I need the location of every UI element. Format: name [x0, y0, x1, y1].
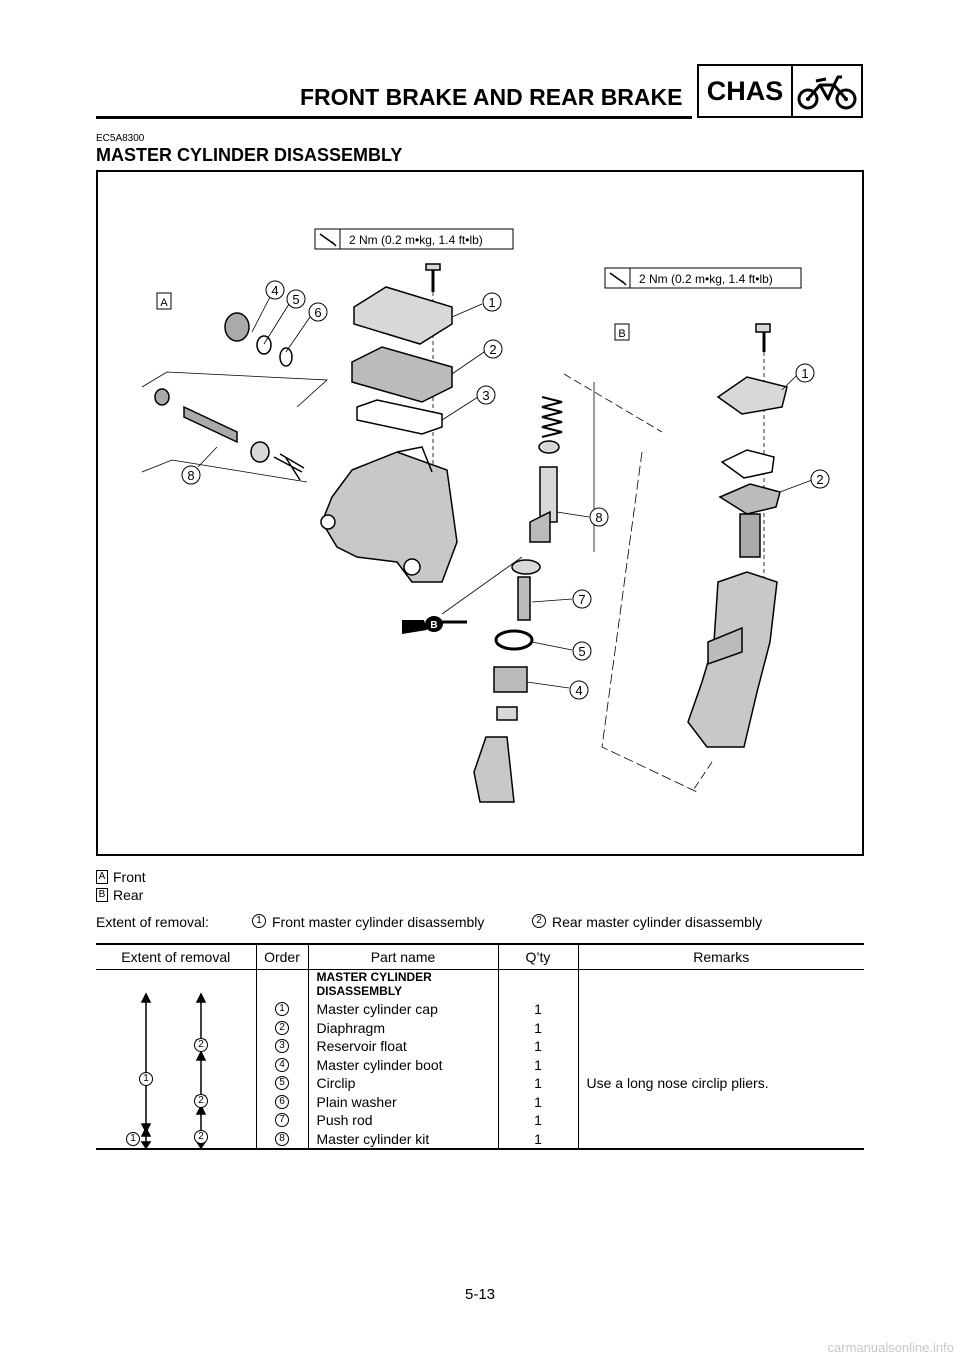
order-column: [256, 970, 308, 1150]
header-part-name: Part name: [308, 944, 498, 970]
header-rule: [96, 116, 692, 119]
remarks: [579, 1056, 865, 1075]
svg-text:7: 7: [578, 592, 586, 607]
svg-text:5: 5: [292, 292, 300, 307]
qty: 1: [534, 1093, 542, 1110]
legend-rear: [96, 887, 143, 903]
remarks: [579, 1130, 865, 1149]
part-name: Push rod: [316, 1112, 373, 1129]
svg-text:3: 3: [482, 388, 490, 403]
part-name: Reservoir float: [316, 1038, 407, 1055]
page-title: FRONT BRAKE AND REAR BRAKE: [300, 84, 683, 110]
qty: 1: [534, 1056, 542, 1073]
section-badge-label: CHAS: [699, 66, 793, 116]
svg-text:1: 1: [801, 366, 809, 381]
callout-7-rear: [573, 590, 591, 608]
extent-item-1-num: 1: [252, 914, 266, 928]
remarks-column: [578, 970, 864, 1150]
torque-label-rear: [605, 268, 801, 288]
svg-text:2 Nm (0.2 m•kg, 1.4 ft•lb): 2 Nm (0.2 m•kg, 1.4 ft•lb): [639, 272, 773, 286]
order-num: 8: [275, 1132, 289, 1146]
extent-item-1-text: Front master cylinder disassembly: [272, 914, 485, 930]
table-row: [96, 970, 864, 1150]
callout-3-front: [477, 386, 495, 404]
extent-of-removal: [96, 914, 856, 932]
callout-2-front: [484, 340, 502, 358]
callout-1-rear: [796, 364, 814, 382]
svg-text:4: 4: [575, 683, 583, 698]
svg-text:8: 8: [187, 468, 195, 483]
order-num: 2: [275, 1021, 289, 1035]
remarks: [579, 1019, 865, 1038]
view-b-marker: [615, 324, 629, 340]
remarks: [579, 1093, 865, 1112]
extent-label: Extent of removal:: [96, 914, 209, 930]
torque-label-front: [315, 229, 513, 249]
part-name: Master cylinder cap: [316, 1001, 438, 1018]
order-num: 3: [275, 1039, 289, 1053]
remarks: [579, 1111, 865, 1130]
callout-8-rear: [590, 508, 608, 526]
part-name-column: [308, 970, 498, 1150]
legend-front: [96, 869, 146, 885]
extent-cell: [96, 970, 256, 1150]
order-num: 1: [275, 1002, 289, 1016]
watermark: carmanualsonline.info: [827, 1340, 954, 1355]
extent-mark-rear: 2: [194, 1038, 208, 1052]
extent-mark-rear: 2: [194, 1094, 208, 1108]
section-code: EC5A8300: [96, 133, 145, 144]
callout-8-front: [182, 466, 200, 484]
rear-master-cylinder-illustration: [474, 324, 787, 802]
qty: 1: [534, 1001, 542, 1018]
legend-label-rear: Rear: [113, 887, 144, 903]
callout-2-rear: [811, 470, 829, 488]
callout-4-rear: [570, 681, 588, 699]
legend-key-a: A: [96, 870, 108, 884]
svg-text:1: 1: [488, 295, 496, 310]
extent-mark-front: 1: [126, 1132, 140, 1146]
legend-key-b: B: [96, 888, 108, 902]
svg-text:6: 6: [314, 305, 322, 320]
svg-text:4: 4: [271, 283, 279, 298]
header-order: Order: [256, 944, 308, 970]
remarks: [579, 1000, 865, 1019]
part-name: Master cylinder boot: [316, 1056, 443, 1073]
order-num: 4: [275, 1058, 289, 1072]
order-num: 7: [275, 1113, 289, 1127]
svg-text:B: B: [618, 328, 626, 340]
part-name: Plain washer: [316, 1093, 397, 1110]
group-title: MASTER CYLINDER DISASSEMBLY: [316, 970, 432, 998]
extent-mark-rear: 2: [194, 1130, 208, 1144]
extent-arrows: [96, 970, 256, 1148]
parts-table: [96, 943, 864, 1150]
extent-mark-front: 1: [139, 1072, 153, 1086]
callout-4-front: [266, 281, 284, 299]
svg-text:2 Nm (0.2 m•kg, 1.4 ft•lb): 2 Nm (0.2 m•kg, 1.4 ft•lb): [349, 233, 483, 247]
section-title: MASTER CYLINDER DISASSEMBLY: [96, 145, 403, 165]
svg-text:A: A: [160, 297, 168, 309]
header-qty: Q’ty: [498, 944, 578, 970]
qty-column: [498, 970, 578, 1150]
callout-1-front: [483, 293, 501, 311]
section-badge: [697, 64, 863, 118]
remarks: Use a long nose circlip pliers.: [586, 1075, 769, 1092]
callout-5-rear: [573, 642, 591, 660]
order-num: 6: [275, 1095, 289, 1109]
svg-text:2: 2: [816, 472, 824, 487]
header-extent: Extent of removal: [96, 944, 256, 970]
svg-text:B: B: [430, 620, 438, 631]
order-num: 5: [275, 1076, 289, 1090]
remarks: [579, 1037, 865, 1056]
svg-text:2: 2: [489, 342, 497, 357]
svg-text:5: 5: [578, 644, 586, 659]
motorcycle-icon: [793, 66, 861, 116]
extent-item-2-num: 2: [532, 914, 546, 928]
view-a-marker: [157, 293, 171, 309]
qty: 1: [534, 1075, 542, 1092]
callout-5-front: [287, 290, 305, 308]
front-master-cylinder-illustration: [142, 264, 457, 582]
part-name: Circlip: [316, 1075, 356, 1092]
qty: 1: [534, 1130, 542, 1147]
qty: 1: [534, 1112, 542, 1129]
qty: 1: [534, 1019, 542, 1036]
callout-6-front: [309, 303, 327, 321]
part-name: Diaphragm: [316, 1019, 385, 1036]
qty: 1: [534, 1038, 542, 1055]
part-name: Master cylinder kit: [316, 1130, 430, 1147]
exploded-diagram: [96, 170, 864, 856]
svg-text:8: 8: [595, 510, 603, 525]
extent-item-2-text: Rear master cylinder disassembly: [552, 914, 763, 930]
header-remarks: Remarks: [578, 944, 864, 970]
legend-label-front: Front: [113, 869, 146, 885]
page-number: 5-13: [464, 1286, 496, 1303]
